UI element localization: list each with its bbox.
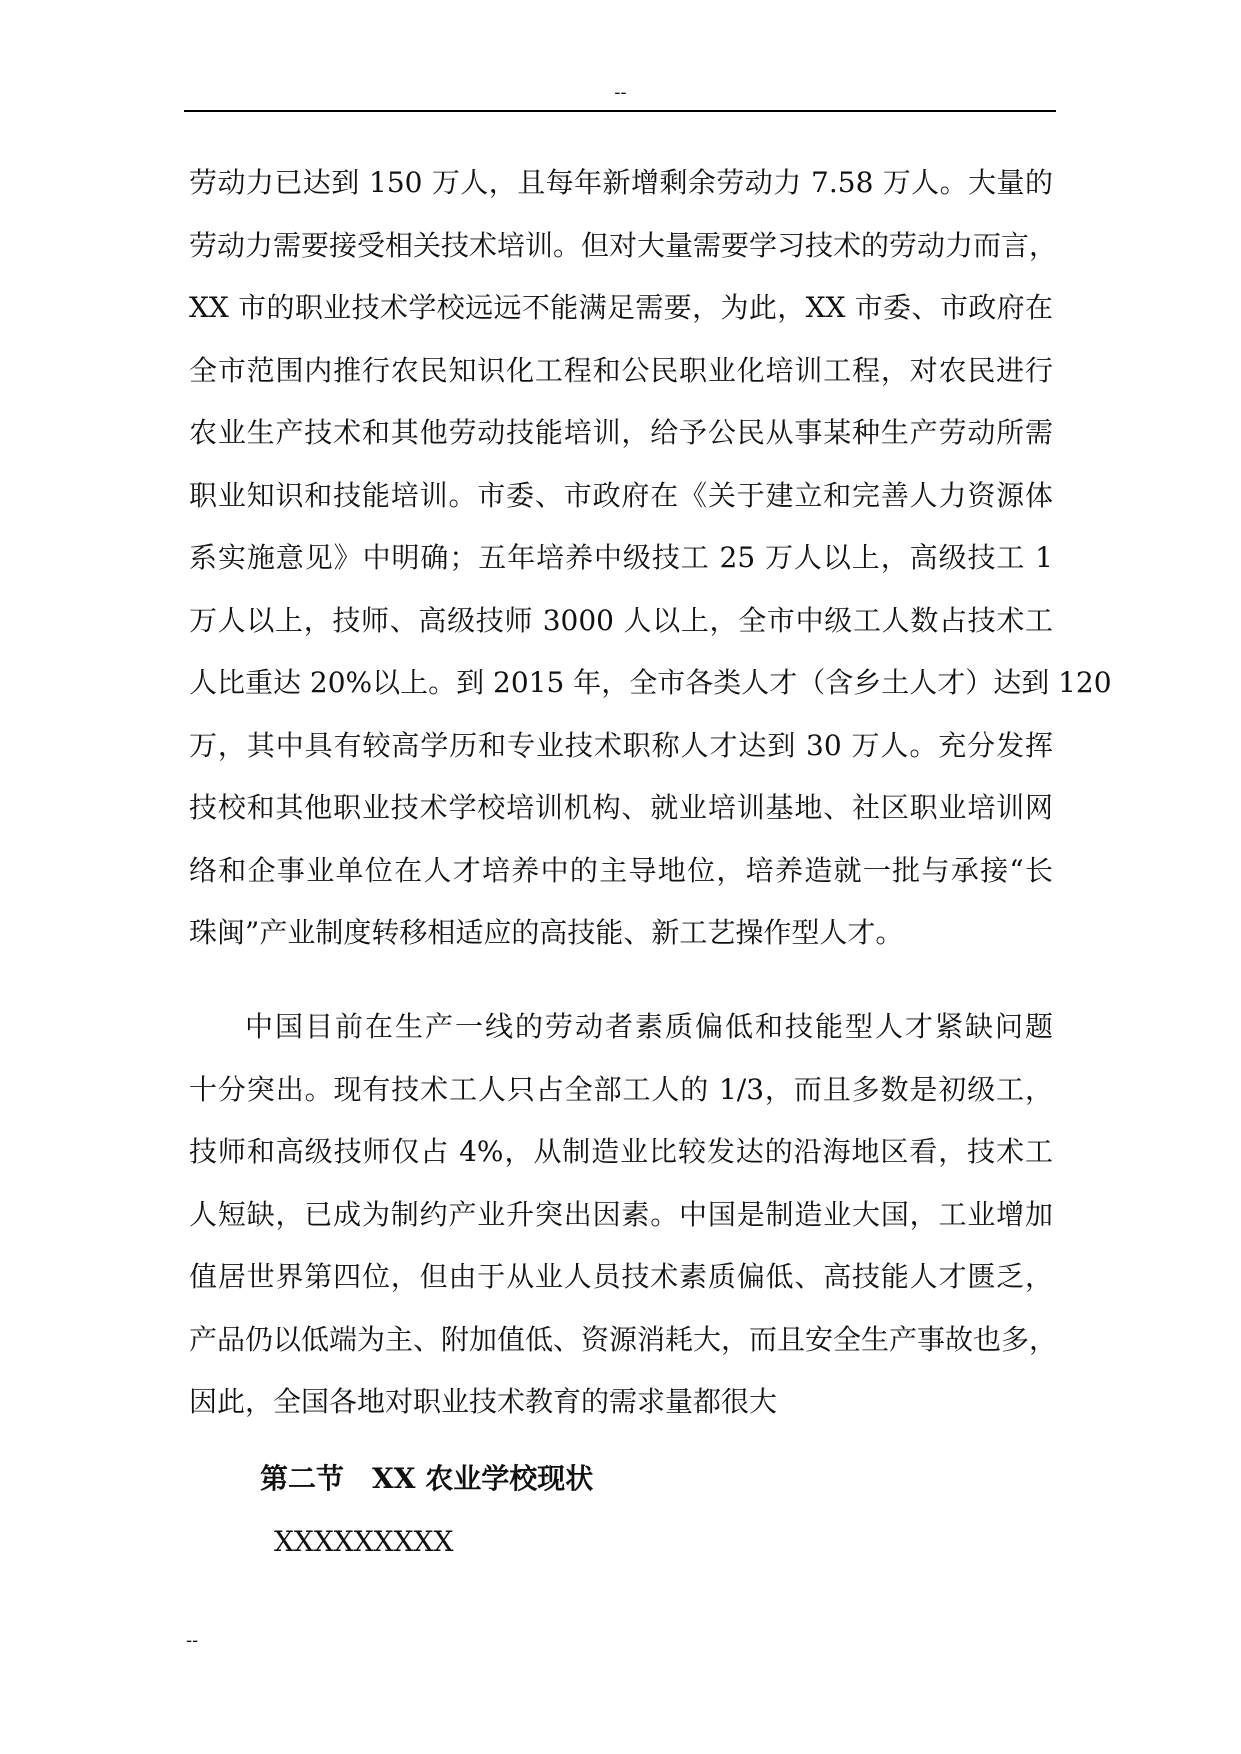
section-placeholder-text: XXXXXXXXX <box>274 1525 454 1558</box>
paragraph-line: 万人以上，技师、高级技师 3000 人以上，全市中级工人数占技术工 <box>189 603 1053 637</box>
paragraph-line: 因此，全国各地对职业技术教育的需求量都很大 <box>189 1385 778 1418</box>
body-paragraph-2 <box>189 996 1058 1434</box>
paragraph-line: 技师和高级技师仅占 4%，从制造业比较发达的沿海地区看，技术工 <box>189 1135 1053 1168</box>
paragraph-line: 劳动力已达到 150 万人，且每年新增剩余劳动力 7.58 万人。大量的 <box>189 166 1053 199</box>
paragraph-line: 中国目前在生产一线的劳动者素质偏低和技能型人才紧缺问题 <box>245 1010 1053 1043</box>
paragraph-line: 珠闽”产业制度转移相适应的高技能、新工艺操作型人才。 <box>189 916 904 949</box>
paragraph-line: 十分突出。现有技术工人只占全部工人的 1/3，而且多数是初级工， <box>189 1072 1053 1106</box>
paragraph-line: 技校和其他职业技术学校培训机构、就业培训基地、社区职业培训网 <box>189 791 1053 824</box>
paragraph-line: 人短缺，已成为制约产业升突出因素。中国是制造业大国，工业增加 <box>189 1197 1053 1231</box>
header-divider <box>184 110 1056 112</box>
body-paragraph-1 <box>189 152 1112 965</box>
paragraph-line: 劳动力需要接受相关技术培训。但对大量需要学习技术的劳动力而言， <box>189 228 1058 262</box>
paragraph-line: 全市范围内推行农民知识化工程和公民职业化培训工程，对农民进行 <box>189 353 1053 387</box>
paragraph-line: 职业知识和技能培训。市委、市政府在《关于建立和完善人力资源体 <box>189 478 1053 512</box>
page-footer-mark: -- <box>186 1630 199 1651</box>
paragraph-line: 络和企事业单位在人才培养中的主导地位，培养造就一批与承接“长 <box>189 853 1053 887</box>
page-header-mark: -- <box>614 82 627 103</box>
paragraph-line: 农业生产技术和其他劳动技能培训，给予公民从事某种生产劳动所需 <box>189 416 1053 449</box>
paragraph-line: 万，其中具有较高学历和专业技术职称人才达到 30 万人。充分发挥 <box>189 728 1053 762</box>
paragraph-line: 系实施意见》中明确；五年培养中级技工 25 万人以上，高级技工 1 <box>189 541 1053 574</box>
paragraph-line: XX 市的职业技术学校远远不能满足需要，为此，XX 市委、市政府在 <box>189 291 1053 324</box>
section-heading: 第二节 XX 农业学校现状 <box>260 1462 594 1495</box>
paragraph-line: 值居世界第四位，但由于从业人员技术素质偏低、高技能人才匮乏， <box>189 1260 1053 1293</box>
paragraph-line: 产品仍以低端为主、附加值低、资源消耗大，而且安全生产事故也多， <box>189 1322 1058 1356</box>
paragraph-line: 人比重达 20%以上。到 2015 年，全市各类人才（含乡土人才）达到 120 <box>189 666 1112 699</box>
